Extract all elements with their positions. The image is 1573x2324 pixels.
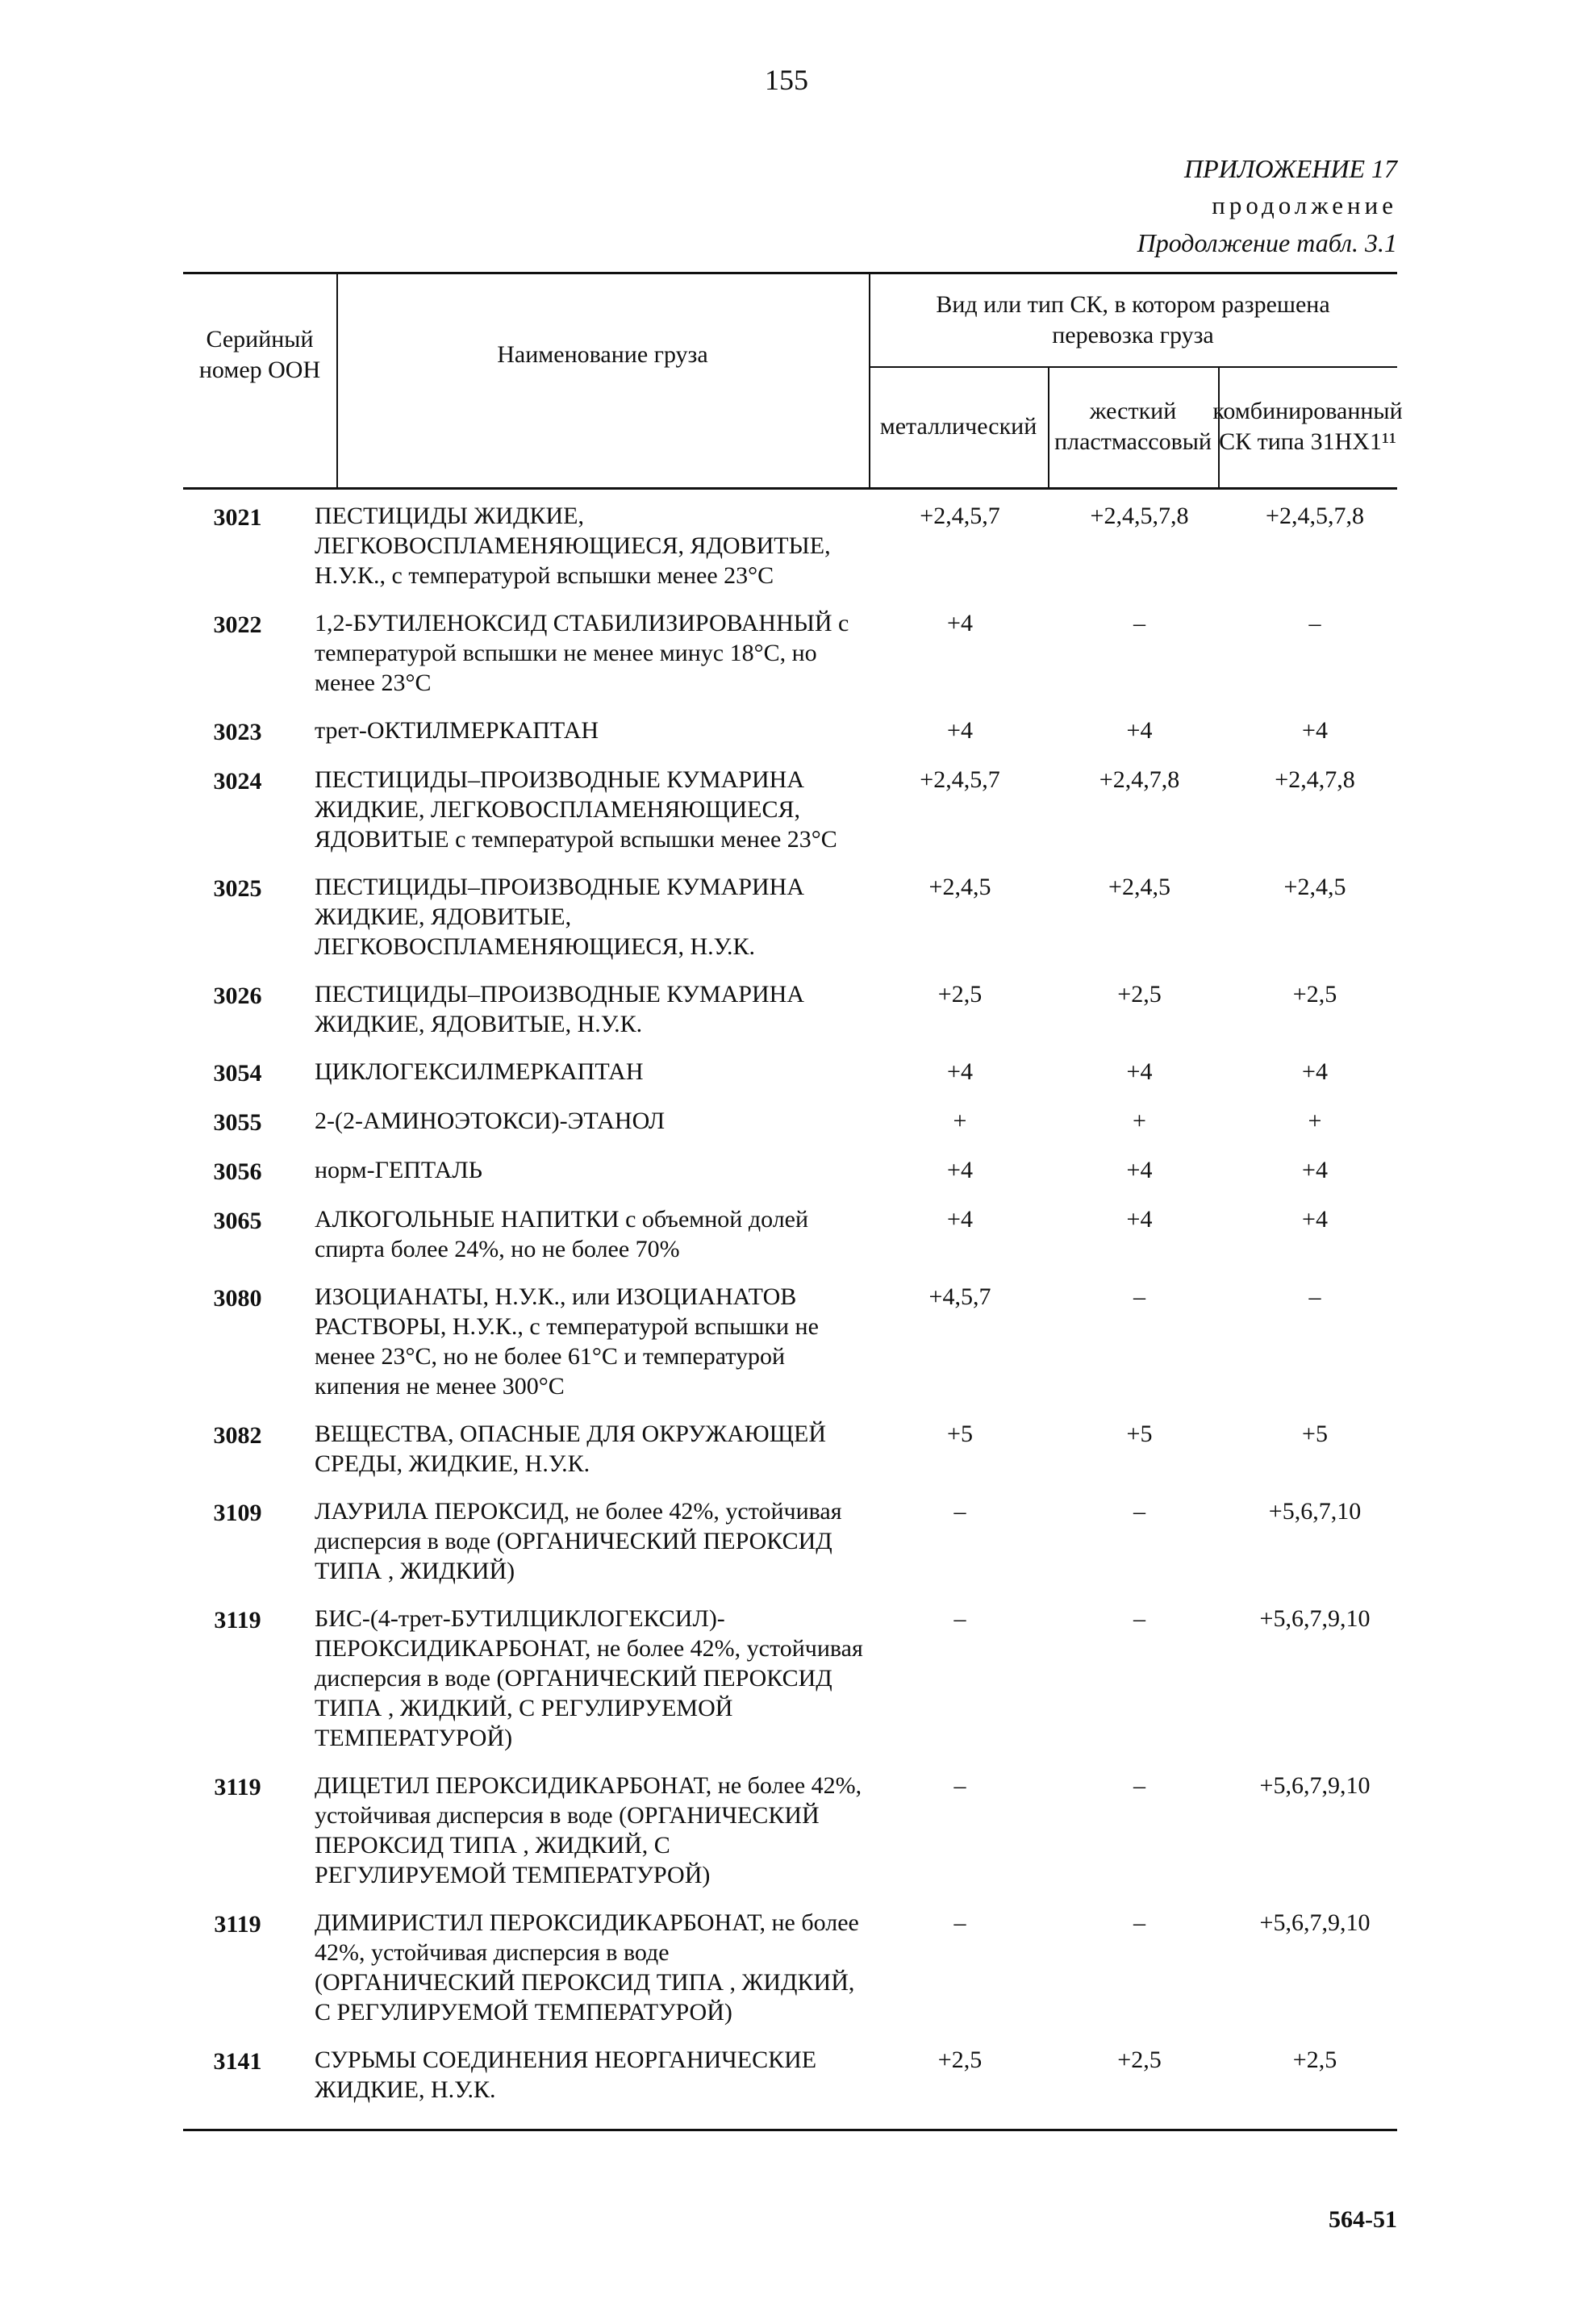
table-row <box>183 608 1397 698</box>
table-body <box>183 490 1397 2129</box>
table-row <box>183 716 1397 747</box>
un-number: 3054 <box>213 1060 262 1087</box>
metal-container-value: – <box>953 1605 966 1632</box>
table-row <box>183 1771 1397 1890</box>
combined-container-value: +4 <box>1302 1157 1328 1183</box>
cargo-name: трет-ОКТИЛМЕРКАПТАН <box>315 717 599 744</box>
rigid-plastic-value: +2,4,5,7,8 <box>1090 503 1189 529</box>
combined-container-value: +5,6,7,10 <box>1268 1498 1362 1525</box>
rigid-plastic-value: – <box>1133 1909 1145 1936</box>
un-number: 3055 <box>213 1109 262 1136</box>
rigid-plastic-value: – <box>1133 1605 1145 1632</box>
metal-container-value: +2,4,5,7 <box>920 766 1000 793</box>
cargo-name: ПЕСТИЦИДЫ–ПРОИЗВОДНЫЕ КУМАРИНА ЖИДКИЕ, ЛЕГКОВОСПЛАМЕНЯЮЩИЕСЯ, ЯДОВИТЫЕ с температурой вспышки менее 23°С <box>315 766 837 853</box>
table-row <box>183 2045 1397 2105</box>
metal-container-value: +5 <box>947 1421 973 1447</box>
rigid-plastic-value: – <box>1133 610 1145 636</box>
metal-container-value: +4 <box>947 717 973 744</box>
rigid-plastic-value: +5 <box>1126 1421 1153 1447</box>
combined-container-value: +4 <box>1302 1058 1328 1085</box>
cargo-name: 1,2-БУТИЛЕНОКСИД СТАБИЛИЗИРОВАННЫЙ с температурой вспышки не менее минус 18°С, но менее 23°С <box>315 610 849 696</box>
un-number: 3056 <box>213 1158 262 1185</box>
table-row <box>183 1155 1397 1187</box>
header-serial-number: Серийный номер ООН <box>198 326 321 383</box>
cargo-name: СУРЬМЫ СОЕДИНЕНИЯ НЕОРГАНИЧЕСКИЕ ЖИДКИЕ, Н.У.К. <box>315 2047 817 2103</box>
cargo-table <box>183 272 1403 2131</box>
metal-container-value: +4 <box>947 1058 973 1085</box>
table-row <box>183 1106 1397 1137</box>
rigid-plastic-value: +4 <box>1126 717 1153 744</box>
header-rigid-plastic: жесткий пластмассовый <box>1054 398 1212 455</box>
table-bottom-rule <box>183 2129 1397 2131</box>
rigid-plastic-value: +4 <box>1126 1157 1153 1183</box>
cargo-name: ДИМИРИСТИЛ ПЕРОКСИДИКАРБОНАТ, не более 42%, устойчивая дисперсия в воде (ОРГАНИЧЕСКИЙ ПЕРОКСИД ТИПА , ЖИДКИЙ, С РЕГУЛИРУЕМОЙ ТЕМПЕРАТУРОЙ) <box>315 1909 859 2026</box>
header-combined: комбинированный СК типа 31НХ1¹¹ <box>1212 398 1403 455</box>
cargo-name: ДИЦЕТИЛ ПЕРОКСИДИКАРБОНАТ, не более 42%, устойчивая дисперсия в воде (ОРГАНИЧЕСКИЙ ПЕРОКСИД ТИПА , ЖИДКИЙ, С РЕГУЛИРУЕМОЙ ТЕМПЕРАТУРОЙ) <box>315 1772 862 1888</box>
combined-container-value: +5,6,7,9,10 <box>1259 1772 1371 1799</box>
un-number: 3023 <box>213 719 262 745</box>
table-row <box>183 1419 1397 1479</box>
page-number: 155 <box>765 64 808 96</box>
un-number: 3119 <box>214 1607 261 1633</box>
footer-code: 564-51 <box>1329 2206 1397 2233</box>
table-row <box>183 1604 1397 1753</box>
cargo-name: ЦИКЛОГЕКСИЛМЕРКАПТАН <box>315 1058 644 1085</box>
cargo-name: ЛАУРИЛА ПЕРОКСИД, не более 42%, устойчивая дисперсия в воде (ОРГАНИЧЕСКИЙ ПЕРОКСИД ТИПА , ЖИДКИЙ) <box>315 1498 842 1584</box>
un-number: 3065 <box>213 1208 262 1234</box>
appendix-continuation: продолжение <box>1212 191 1397 219</box>
header-metal: металлический <box>879 413 1037 440</box>
appendix-header <box>1137 150 1397 261</box>
metal-container-value: – <box>953 1772 966 1799</box>
un-number: 3080 <box>213 1285 262 1312</box>
combined-container-value: +4 <box>1302 1206 1328 1233</box>
un-number: 3026 <box>213 983 262 1009</box>
metal-container-value: +2,4,5 <box>928 874 991 900</box>
combined-container-value: + <box>1308 1108 1322 1134</box>
un-number: 3141 <box>213 2048 262 2075</box>
metal-container-value: +4 <box>947 610 973 636</box>
combined-container-value: +2,5 <box>1292 2047 1337 2073</box>
rigid-plastic-value: – <box>1133 1283 1145 1310</box>
cargo-name: ПЕСТИЦИДЫ–ПРОИЗВОДНЫЕ КУМАРИНА ЖИДКИЕ, ЯДОВИТЫЕ, Н.У.К. <box>315 981 804 1037</box>
table-row <box>183 501 1397 590</box>
combined-container-value: – <box>1308 610 1321 636</box>
combined-container-value: – <box>1308 1283 1321 1310</box>
cargo-name: АЛКОГОЛЬНЫЕ НАПИТКИ с объемной долей спирта более 24%, но не более 70% <box>315 1206 809 1262</box>
table-row <box>183 765 1397 854</box>
un-number: 3025 <box>213 875 262 902</box>
table-reference: Продолжение табл. 3.1 <box>1137 228 1397 257</box>
un-number: 3119 <box>214 1911 261 1938</box>
combined-container-value: +2,4,5 <box>1283 874 1346 900</box>
combined-container-value: +2,4,7,8 <box>1275 766 1355 793</box>
metal-container-value: – <box>953 1909 966 1936</box>
table-row <box>183 872 1397 962</box>
rigid-plastic-value: +4 <box>1126 1058 1153 1085</box>
header-cargo-name: Наименование груза <box>497 341 708 368</box>
metal-container-value: +2,5 <box>937 981 983 1008</box>
rigid-plastic-value: + <box>1133 1108 1146 1134</box>
cargo-name: норм-ГЕПТАЛЬ <box>315 1157 482 1183</box>
table-row <box>183 1282 1397 1401</box>
metal-container-value: – <box>953 1498 966 1525</box>
rigid-plastic-value: +4 <box>1126 1206 1153 1233</box>
cargo-name: ПЕСТИЦИДЫ ЖИДКИЕ, ЛЕГКОВОСПЛАМЕНЯЮЩИЕСЯ, ЯДОВИТЫЕ, Н.У.К., с температурой вспышки менее 23°С <box>315 503 831 589</box>
header-container-type: Вид или тип СК, в котором разрешена перевозка груза <box>936 291 1330 348</box>
rigid-plastic-value: +2,4,7,8 <box>1099 766 1180 793</box>
table-row <box>183 1204 1397 1264</box>
combined-container-value: +5,6,7,9,10 <box>1259 1909 1371 1936</box>
rigid-plastic-value: – <box>1133 1772 1145 1799</box>
metal-container-value: +2,5 <box>937 2047 983 2073</box>
metal-container-value: +4,5,7 <box>928 1283 991 1310</box>
table-header <box>183 274 1403 487</box>
un-number: 3022 <box>213 611 262 638</box>
table-row <box>183 979 1397 1039</box>
rigid-plastic-value: +2,4,5 <box>1108 874 1170 900</box>
un-number: 3109 <box>213 1500 262 1526</box>
cargo-name: ПЕСТИЦИДЫ–ПРОИЗВОДНЫЕ КУМАРИНА ЖИДКИЕ, ЯДОВИТЫЕ, ЛЕГКОВОСПЛАМЕНЯЮЩИЕСЯ, Н.У.К. <box>315 874 804 960</box>
cargo-name: ИЗОЦИАНАТЫ, Н.У.К., или ИЗОЦИАНАТОВ РАСТВОРЫ, Н.У.К., с температурой вспышки не менее 23°С, но не более 61°С и температурой кипения не менее 300°С <box>315 1283 819 1400</box>
table-row <box>183 1057 1397 1088</box>
un-number: 3082 <box>213 1422 262 1449</box>
metal-container-value: + <box>953 1108 967 1134</box>
combined-container-value: +4 <box>1302 717 1328 744</box>
appendix-title: ПРИЛОЖЕНИЕ 17 <box>1184 154 1397 183</box>
table-row <box>183 1496 1397 1586</box>
cargo-name: ВЕЩЕСТВА, ОПАСНЫЕ ДЛЯ ОКРУЖАЮЩЕЙ СРЕДЫ, ЖИДКИЕ, Н.У.К. <box>315 1421 827 1477</box>
metal-container-value: +2,4,5,7 <box>920 503 1000 529</box>
un-number: 3119 <box>214 1774 261 1800</box>
rigid-plastic-value: +2,5 <box>1117 981 1162 1008</box>
metal-container-value: +4 <box>947 1206 973 1233</box>
combined-container-value: +2,5 <box>1292 981 1337 1008</box>
cargo-name: БИС-(4-трет-БУТИЛЦИКЛОГЕКСИЛ)-ПЕРОКСИДИКАРБОНАТ, не более 42%, устойчивая дисперсия в воде (ОРГАНИЧЕСКИЙ ПЕРОКСИД ТИПА , ЖИДКИЙ, С РЕГУЛИРУЕМОЙ ТЕМПЕРАТУРОЙ) <box>315 1605 863 1751</box>
combined-container-value: +2,4,5,7,8 <box>1266 503 1364 529</box>
combined-container-value: +5,6,7,9,10 <box>1259 1605 1371 1632</box>
un-number: 3024 <box>213 768 262 795</box>
rigid-plastic-value: +2,5 <box>1117 2047 1162 2073</box>
un-number: 3021 <box>213 504 262 531</box>
rigid-plastic-value: – <box>1133 1498 1145 1525</box>
cargo-name: 2-(2-АМИНОЭТОКСИ)-ЭТАНОЛ <box>315 1108 666 1134</box>
combined-container-value: +5 <box>1302 1421 1328 1447</box>
table-row <box>183 1908 1397 2027</box>
metal-container-value: +4 <box>947 1157 973 1183</box>
